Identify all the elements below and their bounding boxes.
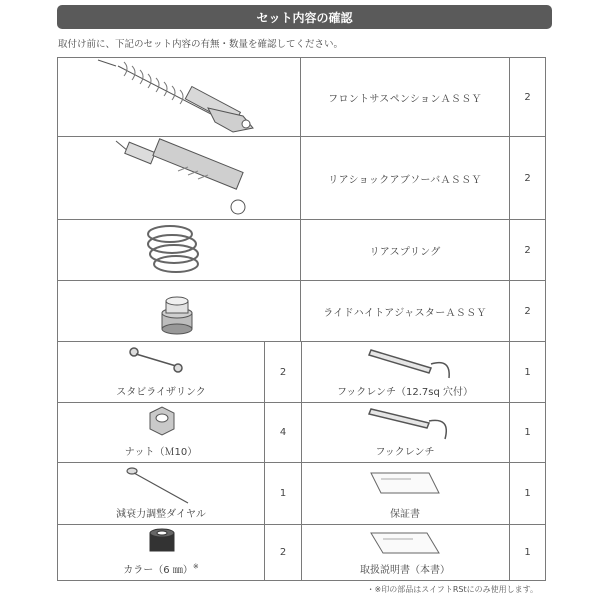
item-name: カラー（6 ㎜） [123,565,193,576]
table-row [58,463,545,525]
section-title: セット内容の確認 [256,10,353,25]
section-header [57,5,552,29]
image-cell [58,220,301,280]
item-name: フックレンチ（12.7sq 穴付） [336,387,474,398]
table-row [58,403,545,463]
rear-spring-illustration [58,220,301,280]
item-qty: 1 [524,427,531,438]
item-name: フロントサスペンションＡＳＳＹ [301,58,510,136]
item-name-wrap [58,561,264,576]
item-name: スタビライザリンク [116,387,206,398]
item-name: フックレンチ [375,447,435,458]
item-qty: 1 [265,463,302,524]
item-qty: 1 [524,547,531,558]
item-name: リアスプリング [301,220,510,280]
warranty-card-illustration [301,463,510,509]
table-row [58,281,545,342]
image-cell [58,58,301,136]
item-qty: 2 [265,342,302,402]
rear-shock-illustration [58,137,301,219]
table-row [58,220,545,281]
image-cell [301,463,510,524]
parts-table [57,57,546,581]
image-cell [58,342,265,402]
image-cell [58,525,265,580]
item-name: ライドハイトアジャスターＡＳＳＹ [301,281,510,341]
manual-illustration [301,525,510,565]
stabilizer-link-illustration [58,342,265,387]
nut-illustration [58,403,265,447]
item-name: リアショックアブソーバＡＳＳＹ [301,137,510,219]
hook-wrench-square-illustration [301,342,510,387]
item-qty: 2 [265,525,302,580]
image-cell [58,137,301,219]
item-name: 保証書 [390,509,420,520]
item-name: 減衰力調整ダイヤル [116,509,206,520]
item-qty: 4 [265,403,302,462]
note-mark: ※ [192,562,199,571]
item-name: ナット（Ｍ10） [124,447,198,458]
table-row [58,342,545,403]
item-qty: 2 [524,244,531,256]
image-cell [58,463,265,524]
table-row [58,137,545,220]
collar-illustration [58,525,265,565]
item-qty: 1 [524,488,531,499]
item-qty: 1 [524,366,531,378]
image-cell [58,403,265,462]
image-cell [301,403,510,462]
footnote: ・※印の部品はスイフトRStにのみ使用します。 [366,585,538,594]
intro-text: 取付け前に、下記のセット内容の有無・数量を確認してください。 [58,39,344,50]
damping-dial-illustration [58,463,265,509]
item-name: 取扱説明書（本書） [360,565,450,576]
hook-wrench-illustration [301,403,510,447]
table-row [58,525,545,580]
front-suspension-illustration [58,58,301,136]
image-cell [301,525,510,580]
image-cell [301,342,510,402]
ride-height-adjuster-illustration [58,281,301,341]
item-qty: 2 [524,305,531,317]
image-cell [58,281,301,341]
item-qty: 2 [524,91,531,103]
item-qty: 2 [524,172,531,184]
table-row [58,58,545,137]
